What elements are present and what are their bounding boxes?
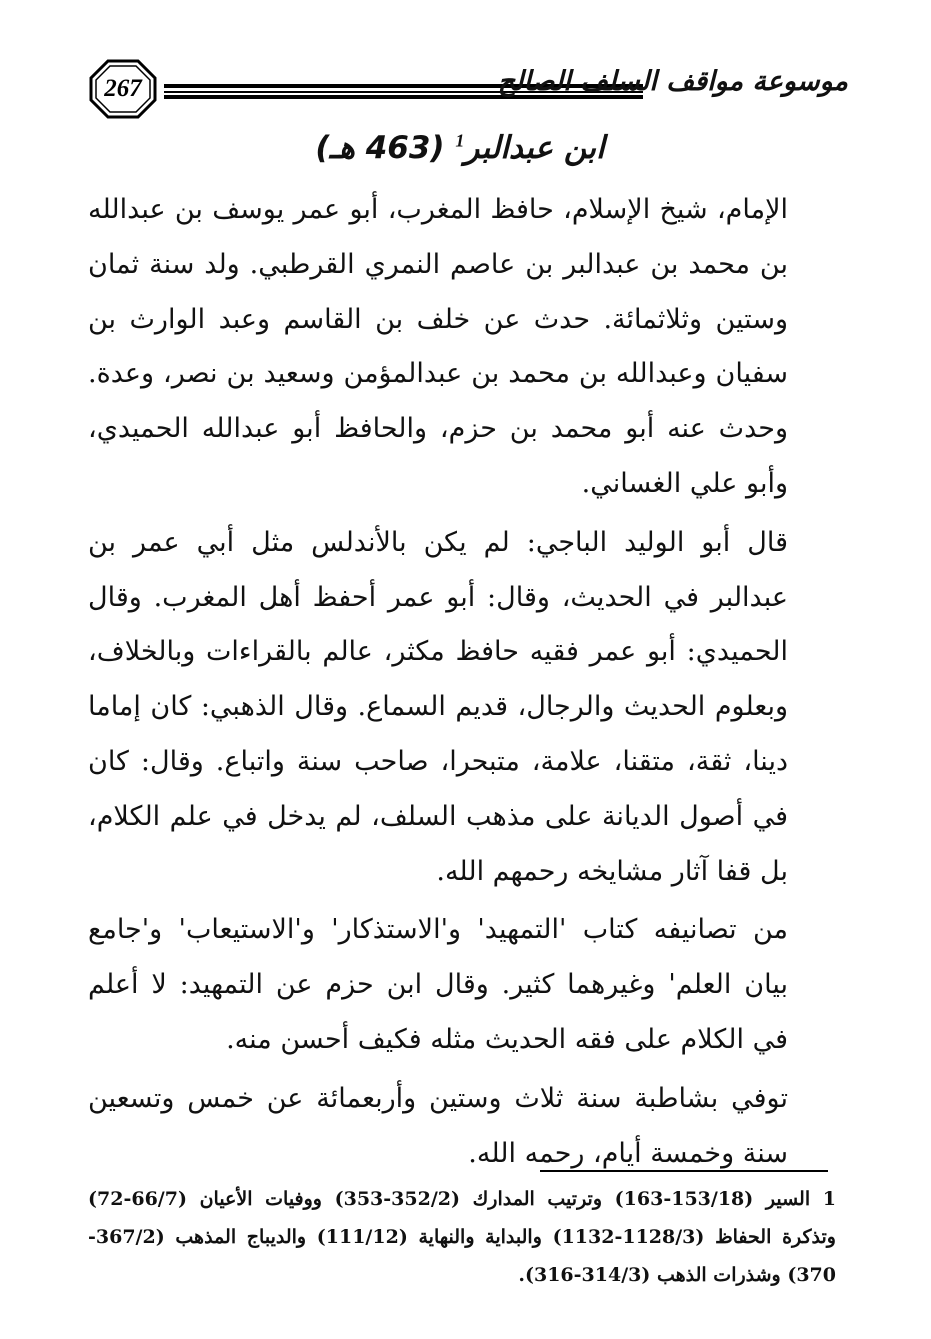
entry-heading [250, 130, 670, 166]
paragraph-works: من تصانيفه كتاب 'التمهيد' و'الاستذكار' و'الاستيعاب' و'جامع بيان العلم' وغيرهما كثير. وقال ابن حزم عن التمهيد: لا أعلم في الكلام على فقه الحديث مثله فكيف أحسن منه. [88, 914, 788, 1055]
series-title: موسوعة مواقف السلف الصالح [497, 66, 848, 97]
paragraph-praise: قال أبو الوليد الباجي: لم يكن بالأندلس مثل أبي عمر بن عبدالبر في الحديث، وقال: أبو عمر أحفظ أهل المغرب. وقال الحميدي: أبو عمر فقيه حافظ مكثر، عالم بالقراءات وبالخلاف، وبعلوم الحديث والرجال، قديم السماع. وقال الذهبي: كان إماما دينا، ثقة، متقنا، علامة، متبحرا، صاحب سنة واتباع. وقال: كان في أصول الديانة على مذهب السلف، لم يدخل في علم الكلام، بل قفا آثار مشايخه رحمهم الله. [88, 526, 788, 887]
entry-name: ابن عبدالبر [464, 130, 605, 166]
body-text [88, 183, 836, 1181]
page-header [88, 58, 848, 120]
paragraph-biography: الإمام، شيخ الإسلام، حافظ المغرب، أبو عمر يوسف بن عبدالله بن محمد بن عبدالبر بن عاصم النمري القرطبي. ولد سنة ثمان وستين وثلاثمائة. حدث عن خلف بن القاسم وعبد الوارث بن سفيان وعبدالله بن محمد بن عبدالمؤمن وسعيد بن نصر، وعدة. وحدث عنه أبو محمد بن حزم، والحافظ أبو عبدالله الحميدي، وأبو علي الغساني. [88, 194, 788, 499]
paragraph-death: توفي بشاطبة سنة ثلاث وستين وأربعمائة عن خمس وتسعين سنة وخمسة أيام، رحمه الله. [88, 1082, 788, 1169]
page-number: 267 [104, 75, 142, 102]
entry-date: (463 هـ) [315, 130, 445, 166]
page-number-badge [88, 58, 158, 120]
footnote-divider [540, 1170, 828, 1172]
footnote-marker: 1 [455, 130, 465, 151]
footnote: 1 السير (153/18-163) وترتيب المدارك (352/2-353) ووفيات الأعيان (66/7-72) وتذكرة الحفاظ (1128/3-1132) والبداية والنهاية (111/12) والديباج المذهب (367/2-370) وشذرات الذهب (314/3-316). [88, 1188, 836, 1286]
